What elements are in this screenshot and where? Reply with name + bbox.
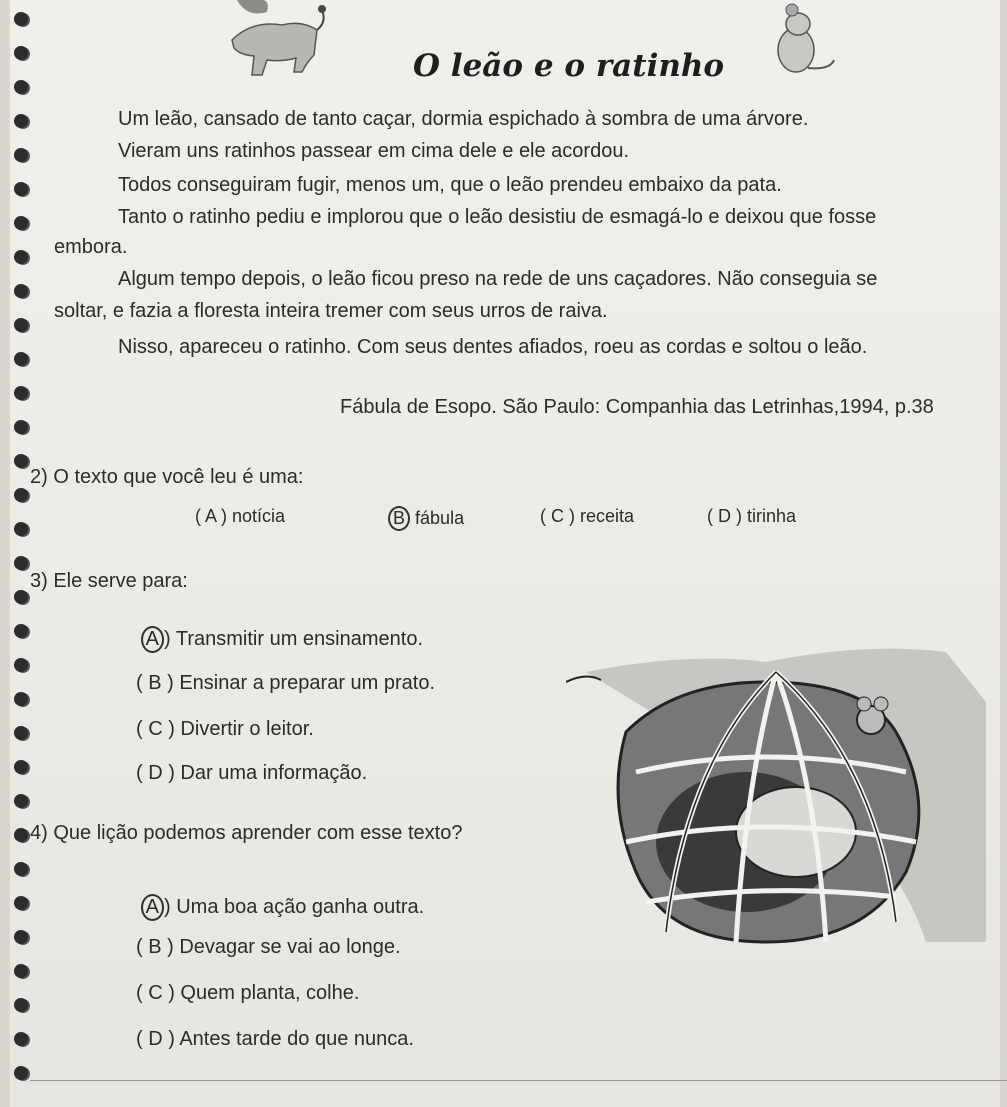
question-2: 2) O texto que você leu é uma: <box>30 466 304 488</box>
page-title: O leão e o ratinho <box>413 48 725 84</box>
q2-option-d: ( D ) tirinha <box>707 506 797 526</box>
story-line-3: Todos conseguiram fugir, menos um, que o leão prendeu embaixo da pata. <box>118 174 782 196</box>
story-line-4: Tanto o ratinho pediu e implorou que o leão desistiu de esmagá-lo e deixou que fosse <box>118 206 877 228</box>
q2-option-a: ( A ) notícia <box>195 506 286 526</box>
spiral-binding <box>10 0 34 1107</box>
q4-option-b: ( B ) Devagar se vai ao longe. <box>136 936 401 958</box>
q2-selected-mark: B <box>388 506 410 531</box>
q4-option-a: (A ) Uma boa ação ganha outra. <box>140 894 424 921</box>
q3-option-a: (A ) Transmitir um ensinamento. <box>140 626 423 653</box>
q4-option-d: ( D ) Antes tarde do que nunca. <box>136 1028 414 1050</box>
story-line-5: embora. <box>54 236 128 258</box>
story-line-6: Algum tempo depois, o leão ficou preso na rede de uns caçadores. Não conseguia se <box>118 268 878 290</box>
q4-option-c: ( C ) Quem planta, colhe. <box>136 982 360 1004</box>
story-line-8: Nisso, apareceu o ratinho. Com seus dentes afiados, roeu as cordas e soltou o leão. <box>118 336 868 358</box>
story-line-7: soltar, e fazia a floresta inteira tremer com seus urros de raiva. <box>54 300 608 322</box>
lion-in-net-illustration-icon <box>566 642 996 952</box>
page-bottom-rule <box>30 1080 1007 1081</box>
question-3: 3) Ele serve para: <box>30 570 188 592</box>
q2-option-c: ( C ) receita <box>540 506 635 526</box>
story-line-1: Um leão, cansado de tanto caçar, dormia espichado à sombra de uma árvore. <box>118 108 809 130</box>
q4-selected-mark: A <box>141 894 164 921</box>
source-citation: Fábula de Esopo. São Paulo: Companhia das Letrinhas,1994, p.38 <box>340 396 934 418</box>
q3-option-b: ( B ) Ensinar a preparar um prato. <box>136 672 436 694</box>
q3-option-c: ( C ) Divertir o leitor. <box>136 718 314 740</box>
q3-selected-mark: A <box>141 626 164 653</box>
q2-option-b: B fábula <box>394 506 464 531</box>
worksheet-page <box>10 0 1000 1107</box>
q3-option-d: ( D ) Dar uma informação. <box>136 762 368 784</box>
question-4: 4) Que lição podemos aprender com esse texto? <box>30 822 463 844</box>
lion-illustration-icon <box>222 0 337 80</box>
story-line-2: Vieram uns ratinhos passear em cima dele e ele acordou. <box>118 140 630 162</box>
mouse-illustration-icon <box>768 0 838 85</box>
